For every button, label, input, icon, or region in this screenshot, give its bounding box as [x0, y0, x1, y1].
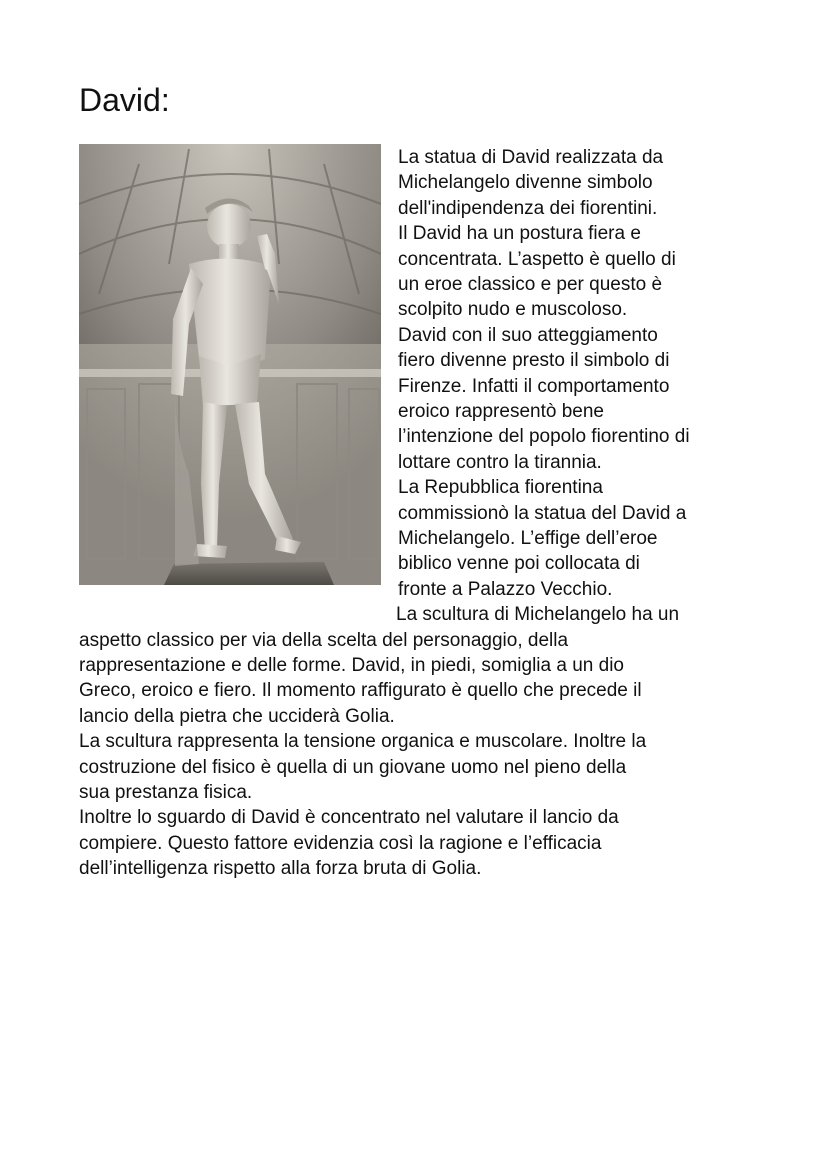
text-line: La scultura rappresenta la tensione organica e muscolare. Inoltre la — [79, 731, 647, 753]
text-line: concentrata. L’aspetto è quello di — [398, 248, 676, 270]
text-line: l’intenzione del popolo fiorentino di — [398, 426, 690, 448]
text-line: eroico rappresentò bene — [398, 401, 604, 422]
text-line: costruzione del fisico è quella di un giovane uomo nel pieno della — [79, 756, 627, 778]
text-line: un eroe classico e per questo è — [398, 274, 663, 295]
text-line: Michelangelo. L’effige dell’eroe — [398, 528, 658, 549]
text-line: Inoltre lo sguardo di David è concentrato nel valutare il lancio da — [79, 807, 619, 829]
text-line: compiere. Questo fattore evidenzia così la ragione e l’efficacia — [79, 832, 602, 854]
text-line: lancio della pietra che ucciderà Golia. — [79, 705, 395, 727]
text-line: fronte a Palazzo Vecchio. — [398, 578, 613, 600]
text-line: David con il suo atteggiamento — [398, 324, 658, 346]
text-line: scolpito nudo e muscoloso. — [398, 299, 628, 321]
statue-photo-icon — [79, 144, 381, 585]
text-line: dell’intelligenza rispetto alla forza bruta di Golia. — [79, 858, 482, 880]
text-line: La Repubblica fiorentina — [398, 477, 603, 499]
text-line: dell'indipendenza dei fiorentini. — [398, 197, 658, 219]
text-line: lottare contro la tirannia. — [398, 451, 602, 473]
text-line: La statua di David realizzata da — [398, 147, 664, 168]
text-line: aspetto classico per via della scelta del personaggio, della — [79, 629, 569, 651]
text-line: La scultura di Michelangelo ha un — [396, 604, 680, 626]
text-line: biblico venne poi collocata di — [398, 553, 640, 575]
text-line: commissionò la statua del David a — [398, 502, 687, 524]
text-line: Greco, eroico e fiero. Il momento raffigurato è quello che precede il — [79, 680, 642, 702]
text-line: rappresentazione e delle forme. David, in piedi, somiglia a un dio — [79, 655, 624, 676]
text-line: Firenze. Infatti il comportamento — [398, 375, 670, 397]
text-line: Michelangelo divenne simbolo — [398, 172, 653, 194]
text-line: fiero divenne presto il simbolo di — [398, 350, 670, 372]
page-title: David: — [79, 82, 170, 118]
text-line: Il David ha un postura fiera e — [398, 223, 641, 245]
text-line: sua prestanza fisica. — [79, 782, 253, 803]
